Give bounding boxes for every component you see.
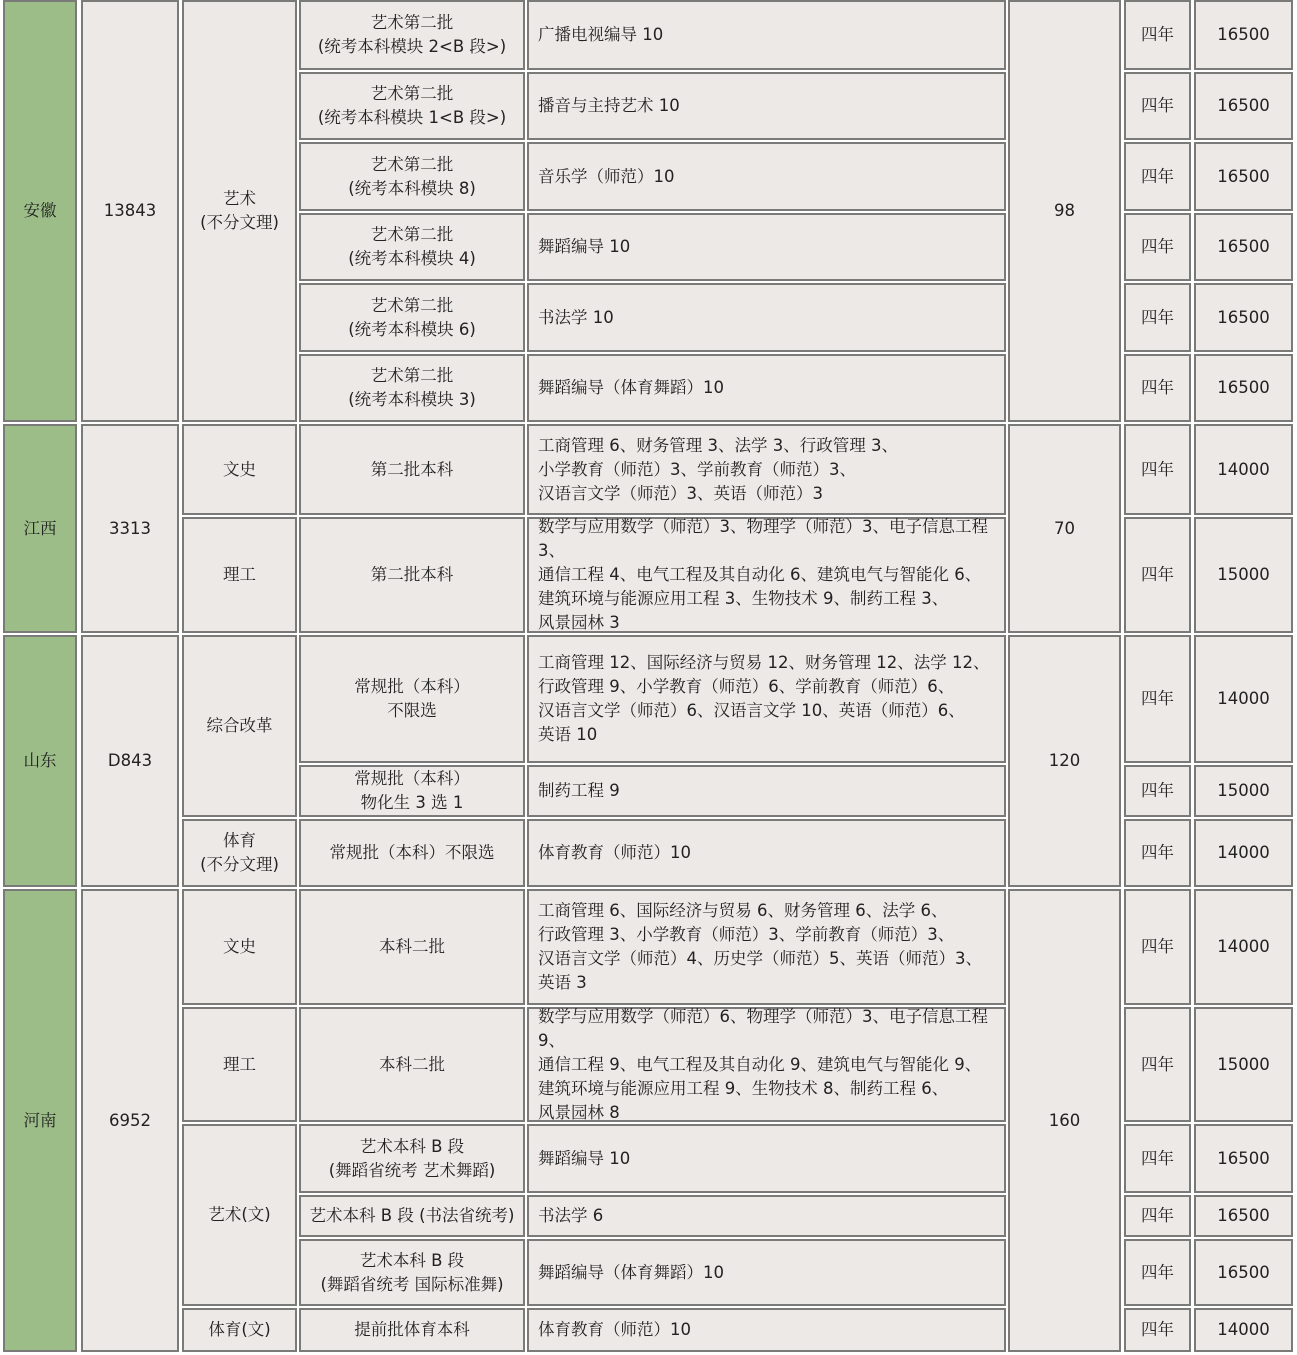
duration-cell: 四年 xyxy=(1124,1124,1191,1193)
province-cell: 山东 xyxy=(3,635,77,887)
province-cell: 安徽 xyxy=(3,0,77,422)
track-cell: 体育(文) xyxy=(182,1308,297,1352)
majors-cell: 工商管理 12、国际经济与贸易 12、财务管理 12、法学 12、 行政管理 9、小学教育（师范）6、学前教育（师范）6、 汉语言文学（师范）6、汉语言文学 10、英语（师范）6、 英语 10 xyxy=(527,635,1006,763)
track-cell: 文史 xyxy=(182,889,297,1005)
majors-cell: 制药工程 9 xyxy=(527,765,1006,817)
track-cell: 艺术 (不分文理) xyxy=(182,0,297,422)
majors-cell: 广播电视编导 10 xyxy=(527,0,1006,70)
batch-cell: 提前批体育本科 xyxy=(299,1308,525,1352)
duration-cell: 四年 xyxy=(1124,142,1191,211)
duration-cell: 四年 xyxy=(1124,765,1191,817)
duration-cell: 四年 xyxy=(1124,0,1191,70)
majors-cell: 体育教育（师范）10 xyxy=(527,819,1006,887)
tuition-cell: 14000 xyxy=(1194,424,1293,515)
batch-cell: 第二批本科 xyxy=(299,517,525,633)
duration-cell: 四年 xyxy=(1124,1007,1191,1122)
duration-cell: 四年 xyxy=(1124,517,1191,633)
duration-cell: 四年 xyxy=(1124,424,1191,515)
batch-cell: 艺术本科 B 段 (舞蹈省统考 国际标准舞) xyxy=(299,1239,525,1306)
majors-cell: 书法学 6 xyxy=(527,1195,1006,1237)
province-code-cell: 6952 xyxy=(81,889,179,1352)
tuition-cell: 16500 xyxy=(1194,142,1293,211)
tuition-cell: 16500 xyxy=(1194,0,1293,70)
province-cell: 江西 xyxy=(3,424,77,633)
tuition-cell: 14000 xyxy=(1194,1308,1293,1352)
majors-cell: 工商管理 6、国际经济与贸易 6、财务管理 6、法学 6、 行政管理 3、小学教育（师范）3、学前教育（师范）3、 汉语言文学（师范）4、历史学（师范）5、英语（师范）3、 英语 3 xyxy=(527,889,1006,1005)
tuition-cell: 15000 xyxy=(1194,1007,1293,1122)
majors-cell: 数学与应用数学（师范）6、物理学（师范）3、电子信息工程 9、 通信工程 9、电气工程及其自动化 9、建筑电气与智能化 9、 建筑环境与能源应用工程 9、生物技术 8、制药工程 6、 风景园林 8 xyxy=(527,1007,1006,1122)
duration-cell: 四年 xyxy=(1124,354,1191,422)
duration-cell: 四年 xyxy=(1124,819,1191,887)
batch-cell: 艺术第二批 (统考本科模块 1<B 段>) xyxy=(299,72,525,140)
plan-count-cell: 120 xyxy=(1008,635,1121,887)
tuition-cell: 14000 xyxy=(1194,819,1293,887)
batch-cell: 第二批本科 xyxy=(299,424,525,515)
batch-cell: 艺术第二批 (统考本科模块 2<B 段>) xyxy=(299,0,525,70)
tuition-cell: 16500 xyxy=(1194,1195,1293,1237)
tuition-cell: 14000 xyxy=(1194,635,1293,763)
plan-count-cell: 98 xyxy=(1008,0,1121,422)
tuition-cell: 16500 xyxy=(1194,283,1293,352)
tuition-cell: 15000 xyxy=(1194,765,1293,817)
majors-cell: 体育教育（师范）10 xyxy=(527,1308,1006,1352)
track-cell: 艺术(文) xyxy=(182,1124,297,1306)
batch-cell: 常规批（本科）不限选 xyxy=(299,819,525,887)
majors-cell: 播音与主持艺术 10 xyxy=(527,72,1006,140)
majors-cell: 舞蹈编导（体育舞蹈）10 xyxy=(527,354,1006,422)
majors-cell: 舞蹈编导（体育舞蹈）10 xyxy=(527,1239,1006,1306)
duration-cell: 四年 xyxy=(1124,1195,1191,1237)
duration-cell: 四年 xyxy=(1124,213,1191,281)
duration-cell: 四年 xyxy=(1124,889,1191,1005)
batch-cell: 常规批（本科） 不限选 xyxy=(299,635,525,763)
province-code-cell: 3313 xyxy=(81,424,179,633)
batch-cell: 本科二批 xyxy=(299,1007,525,1122)
tuition-cell: 16500 xyxy=(1194,72,1293,140)
tuition-cell: 15000 xyxy=(1194,517,1293,633)
track-cell: 体育 (不分文理) xyxy=(182,819,297,887)
plan-count-cell: 160 xyxy=(1008,889,1121,1352)
track-cell: 理工 xyxy=(182,517,297,633)
batch-cell: 艺术第二批 (统考本科模块 4) xyxy=(299,213,525,281)
batch-cell: 艺术本科 B 段 (书法省统考) xyxy=(299,1195,525,1237)
duration-cell: 四年 xyxy=(1124,283,1191,352)
majors-cell: 工商管理 6、财务管理 3、法学 3、行政管理 3、 小学教育（师范）3、学前教育（师范）3、 汉语言文学（师范）3、英语（师范）3 xyxy=(527,424,1006,515)
majors-cell: 音乐学（师范）10 xyxy=(527,142,1006,211)
track-cell: 综合改革 xyxy=(182,635,297,817)
tuition-cell: 16500 xyxy=(1194,1124,1293,1193)
track-cell: 文史 xyxy=(182,424,297,515)
tuition-cell: 16500 xyxy=(1194,1239,1293,1306)
duration-cell: 四年 xyxy=(1124,1239,1191,1306)
majors-cell: 舞蹈编导 10 xyxy=(527,1124,1006,1193)
tuition-cell: 16500 xyxy=(1194,354,1293,422)
majors-cell: 书法学 10 xyxy=(527,283,1006,352)
track-cell: 理工 xyxy=(182,1007,297,1122)
province-cell: 河南 xyxy=(3,889,77,1352)
batch-cell: 本科二批 xyxy=(299,889,525,1005)
batch-cell: 艺术第二批 (统考本科模块 3) xyxy=(299,354,525,422)
batch-cell: 艺术本科 B 段 (舞蹈省统考 艺术舞蹈) xyxy=(299,1124,525,1193)
batch-cell: 艺术第二批 (统考本科模块 6) xyxy=(299,283,525,352)
duration-cell: 四年 xyxy=(1124,72,1191,140)
duration-cell: 四年 xyxy=(1124,1308,1191,1352)
tuition-cell: 16500 xyxy=(1194,213,1293,281)
province-code-cell: D843 xyxy=(81,635,179,887)
tuition-cell: 14000 xyxy=(1194,889,1293,1005)
majors-cell: 舞蹈编导 10 xyxy=(527,213,1006,281)
majors-cell: 数学与应用数学（师范）3、物理学（师范）3、电子信息工程 3、 通信工程 4、电气工程及其自动化 6、建筑电气与智能化 6、 建筑环境与能源应用工程 3、生物技术 9、制药工程 3、 风景园林 3 xyxy=(527,517,1006,633)
plan-count-cell: 70 xyxy=(1008,424,1121,633)
province-code-cell: 13843 xyxy=(81,0,179,422)
batch-cell: 艺术第二批 (统考本科模块 8) xyxy=(299,142,525,211)
batch-cell: 常规批（本科） 物化生 3 选 1 xyxy=(299,765,525,817)
duration-cell: 四年 xyxy=(1124,635,1191,763)
